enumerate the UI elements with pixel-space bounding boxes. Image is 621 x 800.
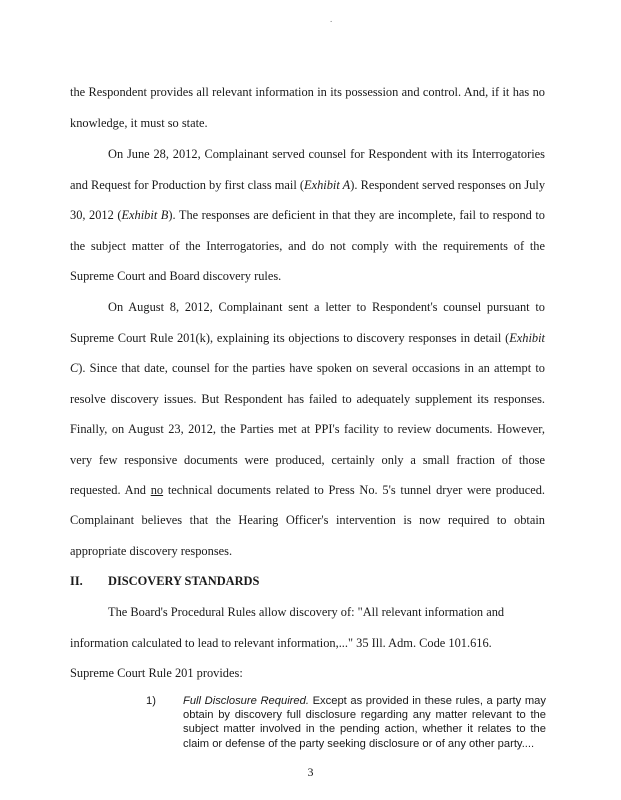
para2-line3: 30, 2012 (Exhibit B). The responses are deficient in that they are incomplete, fail to respond to bbox=[70, 208, 546, 222]
para1-line1: the Respondent provides all relevant information in its possession and control. And, if it has no bbox=[70, 85, 545, 99]
para2-line2: and Request for Production by first class mail (Exhibit A). Respondent served responses on July bbox=[70, 178, 546, 192]
para3-line1: On August 8, 2012, Complainant sent a letter to Respondent's counsel pursuant to bbox=[108, 300, 545, 314]
section-number: II. bbox=[70, 574, 83, 588]
para3-line7: requested. And no technical documents related to Press No. 5's tunnel dryer were produced. bbox=[70, 483, 545, 497]
para3-line3: C). Since that date, counsel for the parties have spoken on several occasions in an attempt to bbox=[70, 361, 545, 375]
para3-line6: very few responsive documents were produced, certainly only a small fraction of those bbox=[70, 453, 545, 467]
quote-text: Full Disclosure Required. Except as provided in these rules, a party may obtain by discovery full disclosure regarding any matter relevant to the subject matter involved in the pending action, whether it relates to the claim or defense of the party seeking disclosure or of any other party.... bbox=[183, 695, 546, 750]
para3-line8: Complainant believes that the Hearing Officer's intervention is now required to obtain bbox=[70, 513, 545, 527]
para4-line2: information calculated to lead to relevant information,..." 35 Ill. Adm. Code 101.616. bbox=[70, 636, 492, 650]
para1-line2: knowledge, it must so state. bbox=[70, 116, 208, 130]
exhibit-a-ref: Exhibit A bbox=[304, 178, 351, 192]
section-title: DISCOVERY STANDARDS bbox=[108, 574, 260, 588]
exhibit-c-ref: Exhibit bbox=[509, 331, 545, 345]
para5-line: Supreme Court Rule 201 provides: bbox=[70, 666, 243, 680]
quote-number: 1) bbox=[146, 695, 156, 707]
exhibit-b-ref: Exhibit B bbox=[121, 208, 169, 222]
para2-line1: On June 28, 2012, Complainant served counsel for Respondent with its Interrogatories bbox=[108, 147, 545, 161]
quote-title: Full Disclosure Required. bbox=[183, 695, 309, 707]
para4-line1: The Board's Procedural Rules allow discovery of: "All relevant information and bbox=[108, 605, 505, 619]
para3-line2: Supreme Court Rule 201(k), explaining its objections to discovery responses in detail (Exhibit bbox=[70, 331, 545, 345]
section-heading bbox=[70, 574, 259, 589]
para2-line5: Supreme Court and Board discovery rules. bbox=[70, 269, 282, 283]
para3-line9: appropriate discovery responses. bbox=[70, 544, 233, 558]
para2-line4: the subject matter of the Interrogatories, and do not comply with the requirements of the bbox=[70, 239, 545, 253]
page-number: 3 bbox=[307, 765, 314, 779]
para3-line4: resolve discovery issues. But Respondent has failed to adequately supplement its responses. bbox=[70, 392, 545, 406]
page-mark: . bbox=[330, 14, 333, 24]
para3-line5: Finally, on August 23, 2012, the Parties met at PPI's facility to review documents. However, bbox=[70, 422, 545, 436]
